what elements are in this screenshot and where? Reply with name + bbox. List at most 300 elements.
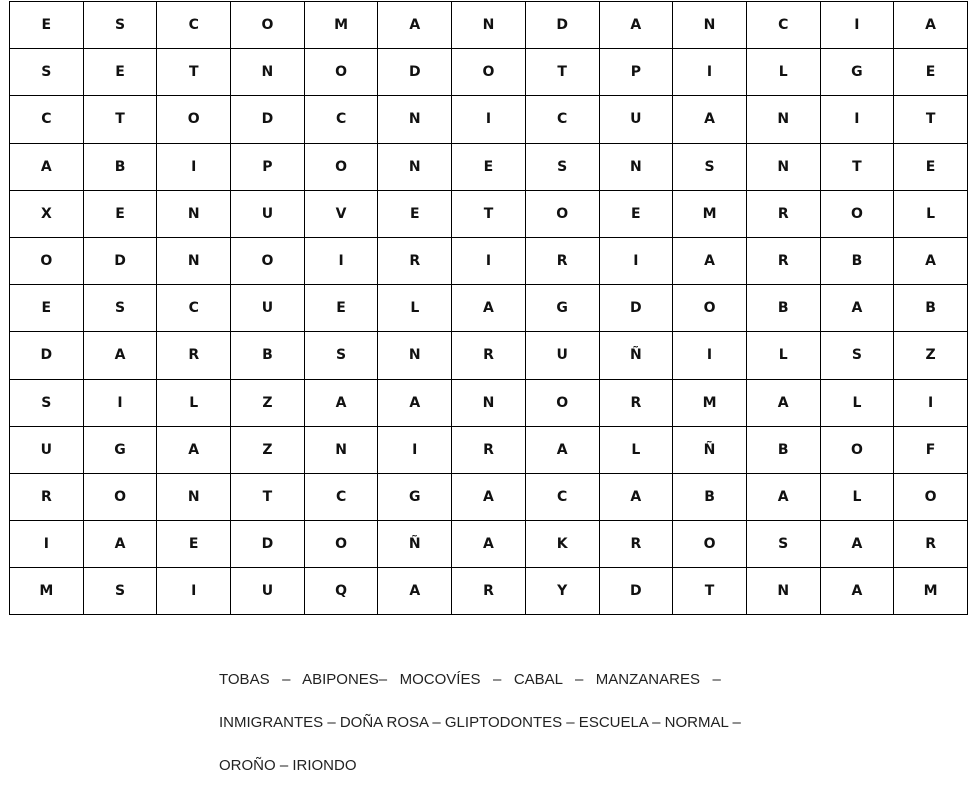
- grid-cell: [83, 521, 157, 568]
- grid-cell-letter: I: [485, 111, 492, 128]
- grid-cell: [10, 568, 84, 615]
- grid-cell-letter: R: [777, 252, 789, 269]
- grid-cell: [304, 379, 378, 426]
- grid-cell-letter: O: [40, 252, 53, 269]
- grid-cell: [10, 2, 84, 49]
- grid-cell: [231, 190, 305, 237]
- grid-cell: [231, 285, 305, 332]
- grid-cell-letter: I: [117, 394, 123, 411]
- grid-cell-letter: S: [41, 394, 52, 411]
- grid-cell: [157, 285, 231, 332]
- grid-cell: [157, 521, 231, 568]
- grid-cell: [157, 2, 231, 49]
- grid-cell: [10, 96, 84, 143]
- word-list-line: TOBAS – ABIPONES– MOCOVÍES – CABAL – MANZANARES –: [219, 671, 721, 688]
- grid-cell: [525, 190, 599, 237]
- grid-cell: [231, 332, 305, 379]
- grid-cell: [304, 49, 378, 96]
- grid-cell-letter: G: [851, 64, 863, 81]
- grid-cell-letter: S: [704, 158, 715, 175]
- grid-cell-letter: E: [41, 300, 52, 317]
- grid-cell-letter: S: [778, 536, 789, 553]
- grid-cell-letter: A: [630, 488, 642, 505]
- grid-cell-letter: E: [188, 536, 199, 553]
- grid-cell: [83, 285, 157, 332]
- grid-cell: [452, 143, 526, 190]
- grid-cell-letter: I: [191, 583, 197, 600]
- grid-cell-letter: A: [409, 394, 421, 411]
- grid-cell: [599, 521, 673, 568]
- grid-cell: [157, 568, 231, 615]
- grid-cell: [673, 521, 747, 568]
- grid-cell: [231, 473, 305, 520]
- grid-cell-letter: D: [630, 300, 642, 317]
- grid-cell: [820, 426, 894, 473]
- grid-cell-letter: G: [409, 488, 421, 505]
- grid-cell-letter: D: [114, 252, 126, 269]
- grid-cell-letter: A: [851, 300, 863, 317]
- grid-cell-letter: A: [851, 536, 863, 553]
- grid-cell: [599, 2, 673, 49]
- grid-cell-letter: A: [704, 252, 715, 269]
- grid-cell-letter: A: [409, 17, 421, 33]
- grid-cell-letter: S: [851, 347, 862, 364]
- grid-cell: [820, 49, 894, 96]
- grid-cell-letter: Z: [262, 394, 273, 411]
- grid-cell: [746, 379, 820, 426]
- grid-cell-letter: O: [850, 205, 863, 222]
- grid-cell-letter: T: [704, 583, 715, 600]
- grid-cell: [378, 285, 452, 332]
- grid-cell: [820, 285, 894, 332]
- grid-cell-letter: F: [925, 441, 936, 458]
- grid-cell: [452, 237, 526, 284]
- grid-cell-letter: P: [262, 158, 273, 175]
- grid-cell: [157, 332, 231, 379]
- grid-cell: [894, 143, 968, 190]
- grid-cell-letter: O: [924, 488, 937, 505]
- grid-cell-letter: N: [408, 158, 421, 175]
- grid-cell-letter: A: [704, 111, 715, 128]
- grid-cell-letter: M: [702, 394, 717, 411]
- grid-cell-letter: A: [188, 441, 200, 458]
- grid-cell-letter: O: [850, 441, 863, 458]
- grid-cell: [673, 49, 747, 96]
- grid-cell: [599, 96, 673, 143]
- grid-cell: [10, 143, 84, 190]
- grid-cell-letter: O: [556, 394, 569, 411]
- grid-cell: [673, 379, 747, 426]
- grid-cell-letter: D: [40, 347, 53, 364]
- grid-cell-letter: C: [557, 111, 568, 128]
- grid-cell-letter: O: [114, 488, 126, 505]
- grid-cell: [83, 190, 157, 237]
- grid-cell-letter: U: [556, 347, 568, 364]
- grid-cell-letter: N: [482, 394, 495, 411]
- grid-row: [10, 285, 968, 332]
- grid-cell-letter: D: [261, 111, 274, 128]
- grid-cell-letter: B: [262, 347, 273, 364]
- grid-cell-letter: B: [777, 300, 789, 317]
- grid-cell: [894, 96, 968, 143]
- grid-row: [10, 568, 968, 615]
- grid-cell-letter: T: [483, 205, 494, 222]
- grid-cell: [378, 237, 452, 284]
- grid-cell-letter: S: [41, 64, 52, 81]
- grid-cell: [378, 379, 452, 426]
- grid-cell-letter: R: [409, 252, 421, 269]
- grid-cell-letter: C: [557, 488, 568, 505]
- grid-cell: [83, 568, 157, 615]
- grid-cell: [231, 49, 305, 96]
- grid-cell: [83, 49, 157, 96]
- grid-cell: [746, 2, 820, 49]
- grid-cell: [599, 285, 673, 332]
- grid-cell: [525, 2, 599, 49]
- grid-cell-letter: E: [631, 205, 641, 222]
- grid-cell: [894, 379, 968, 426]
- grid-cell-letter: A: [40, 158, 52, 175]
- grid-cell: [746, 237, 820, 284]
- grid-cell-letter: L: [189, 394, 199, 411]
- grid-cell: [452, 473, 526, 520]
- grid-cell-letter: R: [925, 536, 936, 553]
- grid-cell-letter: A: [630, 17, 642, 33]
- grid-cell-letter: O: [703, 300, 716, 317]
- grid-cell: [452, 49, 526, 96]
- grid-cell-letter: T: [262, 488, 273, 505]
- grid-cell: [525, 568, 599, 615]
- grid-cell: [894, 568, 968, 615]
- word-list-line: OROÑO – IRIONDO: [219, 757, 357, 774]
- grid-cell-letter: E: [41, 17, 52, 33]
- grid-row: [10, 332, 968, 379]
- grid-cell: [673, 473, 747, 520]
- grid-cell-letter: E: [336, 300, 346, 317]
- grid-cell-letter: A: [483, 488, 494, 505]
- grid-cell: [452, 2, 526, 49]
- grid-cell-letter: R: [483, 441, 494, 458]
- grid-cell: [304, 285, 378, 332]
- grid-cell-letter: R: [777, 205, 789, 222]
- grid-cell: [673, 143, 747, 190]
- grid-cell: [452, 568, 526, 615]
- grid-cell-letter: O: [335, 536, 348, 553]
- word-search-grid: [9, 1, 968, 615]
- grid-cell-letter: R: [483, 583, 494, 600]
- grid-cell-letter: C: [41, 111, 52, 128]
- grid-cell: [746, 190, 820, 237]
- grid-cell: [231, 143, 305, 190]
- grid-cell: [599, 473, 673, 520]
- grid-cell: [746, 285, 820, 332]
- grid-cell-letter: B: [704, 488, 715, 505]
- grid-cell: [525, 285, 599, 332]
- grid-row: [10, 237, 968, 284]
- grid-cell-letter: L: [778, 64, 788, 81]
- grid-cell-letter: U: [261, 205, 274, 222]
- grid-cell-letter: Z: [262, 441, 273, 458]
- grid-cell: [231, 568, 305, 615]
- grid-cell: [10, 426, 84, 473]
- grid-cell: [452, 379, 526, 426]
- grid-cell: [820, 379, 894, 426]
- grid-cell-letter: Ñ: [629, 347, 642, 364]
- grid-cell: [525, 143, 599, 190]
- grid-cell-letter: A: [409, 583, 421, 600]
- grid-cell-letter: A: [483, 300, 494, 317]
- grid-cell-letter: C: [188, 17, 199, 33]
- grid-cell-letter: O: [187, 111, 200, 128]
- grid-cell: [231, 521, 305, 568]
- grid-cell-letter: A: [483, 536, 494, 553]
- grid-cell-letter: B: [925, 300, 936, 317]
- grid-cell: [746, 143, 820, 190]
- grid-row: [10, 2, 968, 49]
- grid-cell: [157, 379, 231, 426]
- grid-cell: [599, 568, 673, 615]
- grid-cell: [820, 2, 894, 49]
- grid-cell: [746, 521, 820, 568]
- grid-cell: [452, 285, 526, 332]
- grid-cell-letter: L: [631, 441, 641, 458]
- grid-cell: [894, 2, 968, 49]
- grid-cell: [673, 2, 747, 49]
- grid-cell: [83, 143, 157, 190]
- grid-cell: [746, 49, 820, 96]
- grid-cell: [83, 473, 157, 520]
- grid-cell-letter: T: [925, 111, 936, 128]
- grid-cell: [820, 96, 894, 143]
- grid-cell: [378, 2, 452, 49]
- grid-cell: [820, 521, 894, 568]
- grid-cell-letter: O: [703, 536, 716, 553]
- grid-cell-letter: A: [114, 536, 126, 553]
- grid-row: [10, 379, 968, 426]
- grid-cell: [525, 426, 599, 473]
- grid-cell-letter: E: [115, 205, 125, 222]
- grid-cell-letter: T: [557, 64, 567, 81]
- grid-cell: [378, 49, 452, 96]
- grid-cell: [673, 285, 747, 332]
- grid-cell: [894, 332, 968, 379]
- grid-cell: [157, 96, 231, 143]
- grid-cell: [599, 49, 673, 96]
- grid-cell-letter: U: [40, 441, 53, 458]
- grid-cell-letter: L: [852, 488, 862, 505]
- grid-cell-letter: E: [925, 64, 936, 81]
- grid-cell-letter: B: [851, 252, 863, 269]
- grid-cell: [83, 2, 157, 49]
- grid-cell: [746, 473, 820, 520]
- grid-cell: [83, 379, 157, 426]
- grid-cell: [820, 473, 894, 520]
- grid-cell: [157, 237, 231, 284]
- grid-cell-letter: A: [851, 583, 863, 600]
- grid-body: [10, 2, 968, 615]
- grid-cell: [231, 379, 305, 426]
- grid-cell: [304, 426, 378, 473]
- grid-cell: [673, 426, 747, 473]
- grid-cell: [231, 237, 305, 284]
- grid-cell-letter: N: [261, 64, 274, 81]
- grid-cell: [894, 49, 968, 96]
- grid-cell: [10, 521, 84, 568]
- grid-cell-letter: N: [187, 205, 200, 222]
- grid-cell: [10, 190, 84, 237]
- grid-cell-letter: Y: [557, 583, 568, 600]
- grid-cell-letter: L: [778, 347, 788, 364]
- grid-cell: [894, 473, 968, 520]
- grid-cell: [304, 521, 378, 568]
- grid-cell-letter: B: [777, 441, 789, 458]
- grid-cell-letter: Z: [925, 347, 936, 364]
- grid-row: [10, 143, 968, 190]
- grid-cell-letter: N: [187, 252, 200, 269]
- grid-cell: [820, 237, 894, 284]
- grid-cell-letter: C: [335, 488, 347, 505]
- grid-cell: [746, 332, 820, 379]
- grid-cell-letter: A: [777, 488, 789, 505]
- grid-cell: [157, 49, 231, 96]
- grid-cell: [304, 568, 378, 615]
- grid-cell-letter: E: [409, 205, 420, 222]
- grid-cell: [673, 96, 747, 143]
- grid-cell: [304, 143, 378, 190]
- grid-cell: [304, 2, 378, 49]
- grid-cell-letter: G: [556, 300, 568, 317]
- grid-row: [10, 96, 968, 143]
- grid-cell-letter: X: [40, 205, 52, 222]
- grid-cell-letter: C: [188, 300, 199, 317]
- grid-cell-letter: N: [629, 158, 642, 175]
- grid-cell-letter: A: [925, 252, 937, 269]
- grid-cell: [83, 426, 157, 473]
- grid-cell-letter: S: [114, 583, 126, 600]
- grid-cell-letter: A: [114, 347, 126, 364]
- grid-cell: [746, 568, 820, 615]
- grid-cell: [599, 332, 673, 379]
- grid-cell-letter: B: [114, 158, 126, 175]
- grid-cell: [304, 237, 378, 284]
- grid-cell: [452, 521, 526, 568]
- grid-cell: [820, 190, 894, 237]
- grid-cell-letter: O: [335, 64, 348, 81]
- grid-cell-letter: O: [335, 158, 348, 175]
- grid-cell-letter: N: [777, 583, 790, 600]
- grid-cell: [83, 96, 157, 143]
- grid-cell: [10, 285, 84, 332]
- grid-cell: [894, 285, 968, 332]
- grid-cell-letter: A: [777, 394, 789, 411]
- grid-cell-letter: R: [630, 394, 642, 411]
- grid-cell-letter: E: [925, 158, 936, 175]
- grid-cell: [894, 521, 968, 568]
- grid-cell-letter: N: [777, 158, 790, 175]
- grid-cell-letter: N: [408, 347, 421, 364]
- grid-cell-letter: L: [852, 394, 862, 411]
- grid-row: [10, 426, 968, 473]
- grid-cell-letter: O: [482, 64, 495, 81]
- grid-cell-letter: O: [261, 252, 274, 269]
- grid-cell-letter: M: [702, 205, 717, 222]
- grid-cell-letter: T: [852, 158, 862, 175]
- grid-cell: [231, 96, 305, 143]
- grid-cell-letter: U: [261, 300, 274, 317]
- grid-cell: [525, 521, 599, 568]
- grid-cell-letter: I: [191, 158, 197, 175]
- grid-cell-letter: T: [115, 111, 125, 128]
- grid-cell-letter: O: [261, 17, 274, 33]
- grid-cell-letter: I: [412, 441, 418, 458]
- grid-cell: [378, 473, 452, 520]
- grid-cell: [599, 190, 673, 237]
- grid-cell: [673, 190, 747, 237]
- grid-cell-letter: N: [187, 488, 200, 505]
- grid-cell-letter: I: [706, 64, 713, 81]
- grid-cell-letter: S: [557, 158, 568, 175]
- word-list-line: INMIGRANTES – DOÑA ROSA – GLIPTODONTES – ESCUELA – NORMAL –: [219, 714, 741, 731]
- grid-cell: [599, 143, 673, 190]
- grid-cell: [378, 426, 452, 473]
- grid-cell: [378, 143, 452, 190]
- grid-cell: [83, 332, 157, 379]
- grid-cell: [452, 332, 526, 379]
- grid-cell-letter: S: [114, 300, 126, 317]
- grid-cell-letter: I: [927, 394, 934, 411]
- grid-row: [10, 473, 968, 520]
- grid-cell: [83, 237, 157, 284]
- grid-cell: [673, 237, 747, 284]
- grid-cell: [746, 426, 820, 473]
- grid-cell-letter: C: [778, 17, 789, 33]
- grid-cell: [378, 332, 452, 379]
- grid-cell-letter: R: [40, 488, 52, 505]
- grid-cell: [10, 473, 84, 520]
- grid-cell-letter: L: [926, 205, 936, 222]
- grid-cell: [452, 190, 526, 237]
- grid-cell: [820, 568, 894, 615]
- grid-cell: [157, 473, 231, 520]
- grid-cell-letter: S: [114, 17, 126, 33]
- grid-cell-letter: T: [188, 64, 199, 81]
- grid-cell: [231, 2, 305, 49]
- grid-row: [10, 521, 968, 568]
- grid-cell: [894, 190, 968, 237]
- grid-cell: [231, 426, 305, 473]
- grid-cell: [157, 426, 231, 473]
- grid-cell-letter: R: [630, 536, 642, 553]
- grid-cell-letter: M: [923, 583, 938, 600]
- grid-cell-letter: D: [556, 17, 568, 33]
- grid-cell-letter: U: [261, 583, 274, 600]
- grid-cell: [525, 473, 599, 520]
- grid-cell-letter: A: [335, 394, 347, 411]
- grid-cell-letter: D: [630, 583, 642, 600]
- grid-cell: [746, 96, 820, 143]
- grid-cell-letter: R: [556, 252, 568, 269]
- grid-cell-letter: C: [335, 111, 347, 128]
- grid-cell-letter: V: [335, 205, 347, 222]
- grid-cell: [10, 237, 84, 284]
- grid-cell: [10, 379, 84, 426]
- grid-cell: [452, 96, 526, 143]
- grid-cell-letter: O: [556, 205, 569, 222]
- grid-cell-letter: G: [114, 441, 126, 458]
- grid-row: [10, 49, 968, 96]
- grid-cell-letter: A: [925, 17, 937, 33]
- grid-cell-letter: I: [43, 536, 49, 553]
